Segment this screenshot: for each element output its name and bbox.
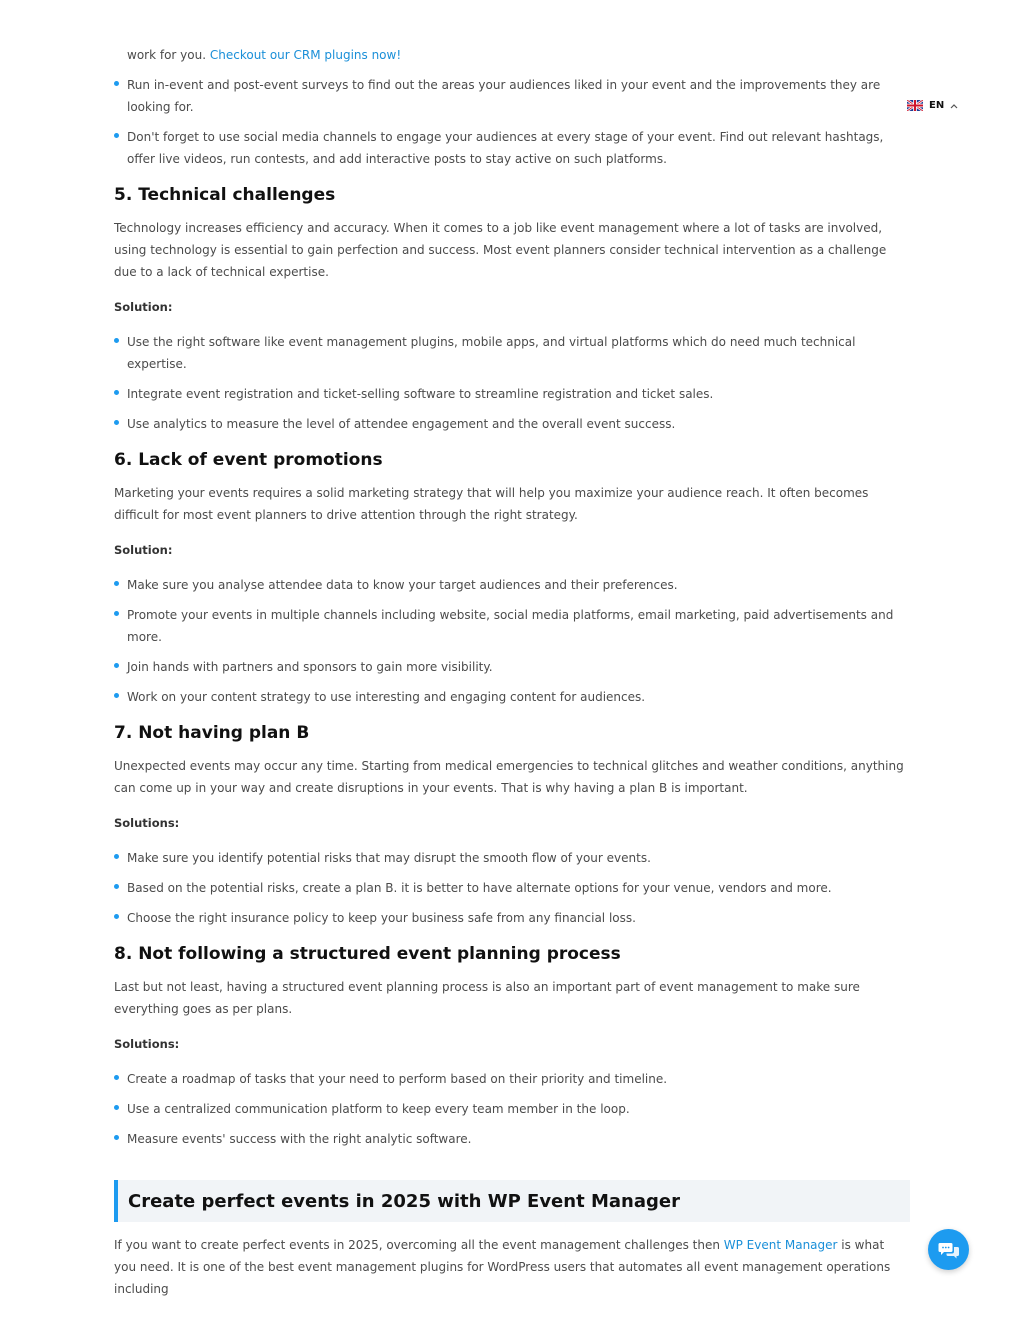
wp-event-manager-link[interactable]: WP Event Manager [723, 1238, 838, 1252]
list-item: Use a centralized communication platform to keep every team member in the loop. [114, 1098, 910, 1120]
list-item: Make sure you identify potential risks that may disrupt the smooth flow of your events. [114, 847, 910, 869]
solution-label: Solution: [114, 543, 173, 557]
list-item: Don't forget to use social media channels to engage your audiences at every stage of your event. Find out relevant hashtags, offer live videos, run contests, and add interactive posts to stay active on such platforms. [114, 126, 910, 170]
solution-list [114, 847, 910, 929]
section-paragraph: Marketing your events requires a solid marketing strategy that will help you maximize your audience reach. It often becomes difficult for most event planners to drive attention through the right strategy. [114, 486, 869, 522]
cta-text-before: If you want to create perfect events in 2025, overcoming all the event management challenges then [114, 1238, 724, 1252]
section-heading: 6. Lack of event promotions [114, 450, 383, 470]
language-code: EN [929, 100, 945, 111]
cta-banner [114, 1180, 910, 1222]
cta-paragraph [114, 1234, 910, 1300]
intro-continuation [114, 44, 910, 66]
list-item: Based on the potential risks, create a plan B. it is better to have alternate options for your venue, vendors and more. [114, 877, 910, 899]
list-item: Run in-event and post-event surveys to find out the areas your audiences liked in your event and the improvements they are looking for. [114, 74, 910, 118]
cta-text-after: is what you need. It is one of the best event management plugins for WordPress users that automates all event management operations including [114, 1238, 891, 1296]
chat-button[interactable] [928, 1229, 969, 1270]
list-item: Join hands with partners and sponsors to gain more visibility. [114, 656, 910, 678]
list-item: Integrate event registration and ticket-selling software to streamline registration and ticket sales. [114, 383, 910, 405]
solution-list [114, 1068, 910, 1150]
solution-list [114, 331, 910, 435]
solution-label: Solution: [114, 300, 173, 314]
intro-list [114, 74, 910, 170]
section-paragraph: Technology increases efficiency and accuracy. When it comes to a job like event management where a lot of tasks are involved, using technology is essential to gain perfection and success. Most event planners consider technical intervention as a challenge due to a lack of technical expertise. [114, 221, 887, 279]
list-item: Work on your content strategy to use interesting and engaging content for audiences. [114, 686, 910, 708]
solution-list [114, 574, 910, 708]
list-item: Use analytics to measure the level of attendee engagement and the overall event success. [114, 413, 910, 435]
solution-label: Solutions: [114, 816, 180, 830]
list-item: Create a roadmap of tasks that your need to perform based on their priority and timeline. [114, 1068, 910, 1090]
section-paragraph: Last but not least, having a structured event planning process is also an important part of event management to make sure everything goes as per plans. [114, 980, 860, 1016]
intro-text: work for you. [127, 48, 210, 62]
section-paragraph: Unexpected events may occur any time. Starting from medical emergencies to technical glitches and weather conditions, anything can come up in your way and create disruptions in your events. That is why having a plan B is important. [114, 759, 904, 795]
crm-plugins-link[interactable]: Checkout our CRM plugins now! [209, 48, 402, 62]
uk-flag-icon [907, 100, 923, 111]
list-item: Use the right software like event management plugins, mobile apps, and virtual platforms which do need much technical expertise. [114, 331, 910, 375]
section-heading: 7. Not having plan B [114, 723, 310, 743]
chevron-up-icon [950, 103, 958, 109]
language-switcher[interactable] [907, 100, 958, 111]
list-item: Choose the right insurance policy to keep your business safe from any financial loss. [114, 907, 910, 929]
list-item: Promote your events in multiple channels including website, social media platforms, email marketing, paid advertisements and more. [114, 604, 910, 648]
chat-bubbles-icon [938, 1241, 960, 1259]
cta-heading: Create perfect events in 2025 with WP Event Manager [128, 1190, 680, 1212]
section-heading: 8. Not following a structured event planning process [114, 944, 621, 964]
list-item: Make sure you analyse attendee data to know your target audiences and their preferences. [114, 574, 910, 596]
article-content [114, 44, 910, 1300]
list-item: Measure events' success with the right analytic software. [114, 1128, 910, 1150]
section-heading: 5. Technical challenges [114, 185, 336, 205]
solution-label: Solutions: [114, 1037, 180, 1051]
